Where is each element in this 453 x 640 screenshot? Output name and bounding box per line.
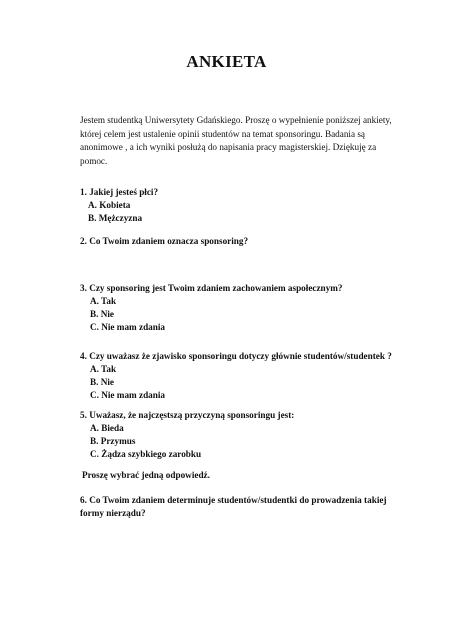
option-c: C. Żądza szybkiego zarobku (90, 449, 202, 459)
option-a: A. Tak (90, 364, 117, 374)
question-4: 4. Czy uważasz że zjawisko sponsoringu dotyczy głównie studentów/studentek ? (80, 351, 392, 361)
question-1: 1. Jakiej jesteś płci? (80, 187, 159, 197)
option-b: B. Nie (90, 309, 114, 319)
option-a: A. Bieda (90, 423, 124, 433)
option-c: C. Nie mam zdania (90, 322, 166, 332)
option-a: A. Tak (90, 296, 117, 306)
option-b: B. Przymus (90, 436, 136, 446)
question-6: 6. Co Twoim zdaniem determinuje studentów/studentki do prowadzenia takiej formy nierządu? (80, 495, 387, 518)
question-5-options (90, 422, 201, 461)
option-b: B. Mężczyzna (88, 213, 143, 223)
page-title: ANKIETA (186, 52, 267, 71)
instruction-note: Proszę wybrać jedną odpowiedź. (82, 470, 210, 480)
option-a: A. Kobieta (88, 200, 131, 210)
intro-paragraph: Jestem studentką Uniwersytety Gdańskiego. Proszę o wypełnienie poniższej ankiety, której celem jest ustalenie opinii studentów na temat sponsoringu. Badania są anonimowe , a ich wyniki posłużą do napisania pracy magisterskiej. Dziękuję za pomoc. (80, 115, 392, 166)
question-1-options (88, 199, 142, 225)
option-b: B. Nie (90, 377, 114, 387)
option-c: C. Nie mam zdania (90, 390, 166, 400)
question-3-options (90, 295, 165, 334)
question-2: 2. Co Twoim zdaniem oznacza sponsoring? (80, 236, 249, 246)
question-5: 5. Uważasz, że najczęstszą przyczyną sponsoringu jest: (80, 410, 295, 420)
question-4-options (90, 363, 165, 402)
question-3: 3. Czy sponsoring jest Twoim zdaniem zachowaniem aspołecznym? (80, 283, 343, 293)
